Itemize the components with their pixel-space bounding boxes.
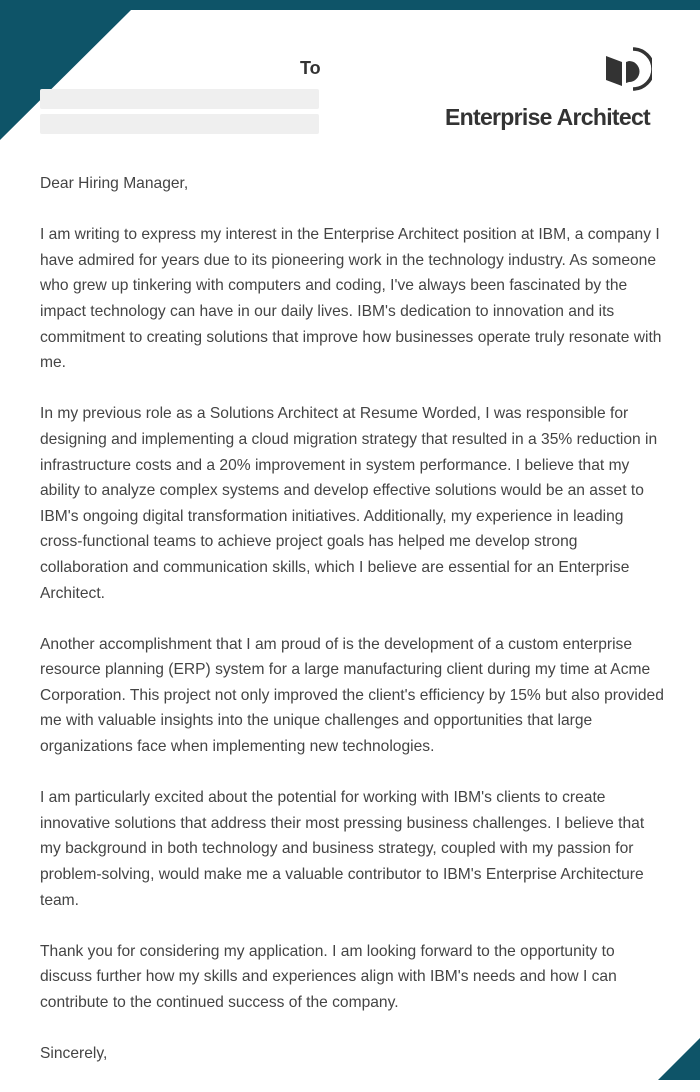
salutation: Dear Hiring Manager, (40, 175, 189, 192)
document-logo-icon (604, 46, 652, 92)
letter-paragraph: Thank you for considering my application. I am looking forward to the opportunity to discuss further how my skills and experiences align with IBM's needs and how I can contribute to the continued success of the company. (40, 942, 617, 1011)
job-title: Enterprise Architect (445, 104, 650, 130)
letter-paragraph: I am writing to express my interest in the Enterprise Architect position at IBM, a company I have admired for years due to its pioneering work in the technology industry. As someone who grew up tinkering with computers and coding, I've always been fascinated by the impact technology can have in our daily lives. IBM's dedication to innovation and its commitment to creating solutions that improve how businesses operate truly resonate with me. (40, 226, 662, 372)
letter-body (40, 171, 665, 1092)
to-label: To (300, 58, 321, 78)
letter-paragraph: In my previous role as a Solutions Architect at Resume Worded, I was responsible for designing and implementing a cloud migration strategy that resulted in a 35% reduction in infrastructure costs and a 20% improvement in system performance. I believe that my ability to analyze complex systems and develop effective solutions would be an asset to IBM's ongoing digital transformation initiatives. Additionally, my experience in leading cross-functional teams to achieve project goals has helped me develop strong collaboration and communication skills, which I believe are essential for an Enterprise Architect. (40, 405, 658, 602)
letter-paragraph: Another accomplishment that I am proud of is the development of a custom enterprise resource planning (ERP) system for a large manufacturing client during my time at Acme Corporation. This project not only improved the client's efficiency by 15% but also provided me with valuable insights into the unique challenges and opportunities that large organizations face when implementing new technologies. (40, 635, 664, 756)
recipient-name-placeholder (40, 89, 319, 109)
closing: Sincerely, (40, 1045, 108, 1063)
letter-paragraph: I am particularly excited about the potential for working with IBM's clients to create innovative solutions that address their most pressing business challenges. I believe that my background in both technology and business strategy, coupled with my passion for problem-solving, would make me a valuable contributor to IBM's Enterprise Architecture team. (40, 789, 645, 909)
recipient-address-placeholder (40, 114, 319, 134)
bottom-corner-decoration (658, 1038, 700, 1080)
